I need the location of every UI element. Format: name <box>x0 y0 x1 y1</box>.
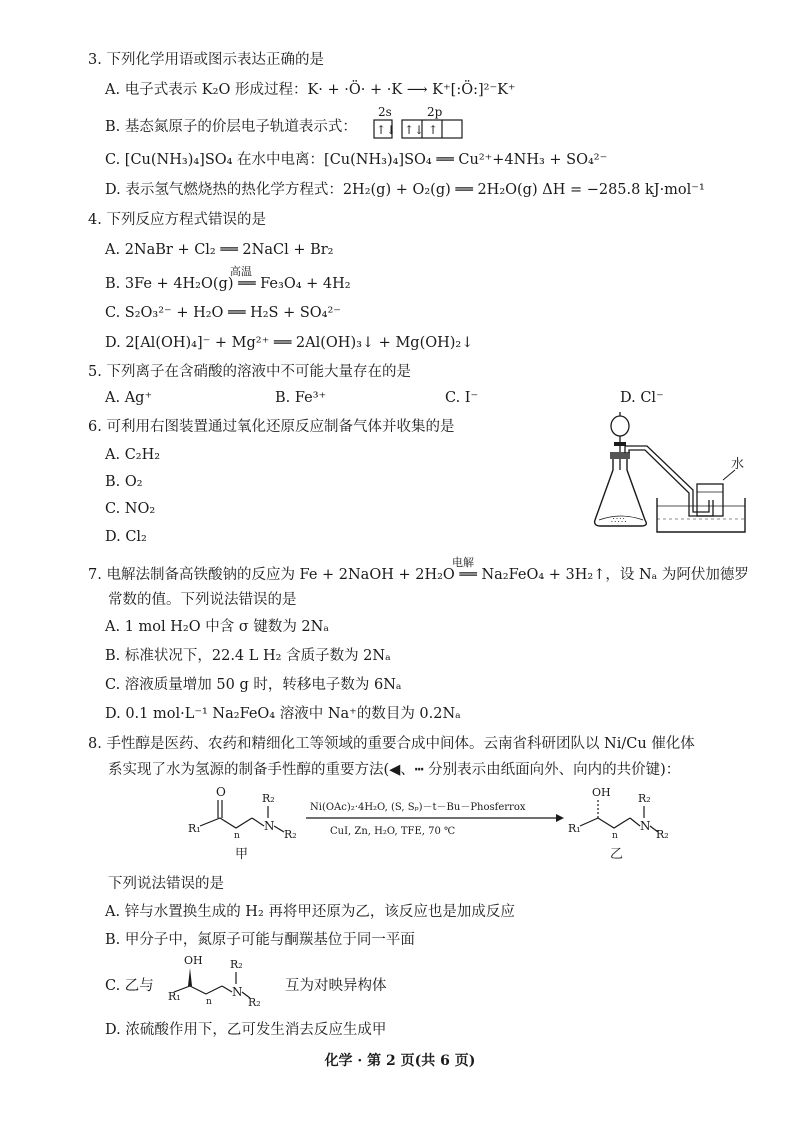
svg-text:O: O <box>216 785 226 799</box>
q8-stem-line1: 8. 手性醇是医药、农药和精细化工等领域的重要合成中间体。云南省科研团队以 Ni/Cu 催化体 <box>88 736 695 752</box>
q3-option-a: A. 电子式表示 K₂O 形成过程：K· + ·Ö· + ·K ⟶ K⁺[:Ö:]²⁻K⁺ <box>105 82 516 98</box>
svg-text:↑: ↑ <box>428 123 439 137</box>
q8-option-a: A. 锌与水置换生成的 H₂ 再将甲还原为乙，该反应也是加成反应 <box>105 904 515 920</box>
svg-text:↑↓: ↑↓ <box>376 123 397 137</box>
svg-text:n: n <box>234 831 240 841</box>
q4-option-d: D. 2[Al(OH)₄]⁻ + Mg²⁺ ══ 2Al(OH)₃↓ + Mg(OH)₂↓ <box>105 335 474 351</box>
q5-option-a: A. Ag⁺ <box>105 390 153 406</box>
q7-option-a: A. 1 mol H₂O 中含 σ 键数为 2Nₐ <box>105 619 329 635</box>
q6-stem: 6. 可利用右图装置通过氧化还原反应制备气体并收集的是 <box>88 419 455 435</box>
q3-option-c: C. [Cu(NH₃)₄]SO₄ 在水中电离：[Cu(NH₃)₄]SO₄ ══ Cu²⁺+4NH₃ + SO₄²⁻ <box>105 152 608 168</box>
svg-text:n: n <box>612 831 618 841</box>
svg-text:R₂: R₂ <box>638 792 651 805</box>
label-yi: 乙 <box>610 847 624 862</box>
svg-text:↑↓: ↑↓ <box>404 123 425 137</box>
svg-text:N: N <box>264 819 275 833</box>
svg-text:N: N <box>232 985 243 999</box>
q5-stem: 5. 下列离子在含硝酸的溶液中不可能大量存在的是 <box>88 364 411 380</box>
q7-stem-line2: 常数的值。下列说法错误的是 <box>108 592 297 608</box>
q6-option-b: B. O₂ <box>105 474 143 490</box>
q7-option-c: C. 溶液质量增加 50 g 时，转移电子数为 6Nₐ <box>105 677 402 693</box>
q8-option-b: B. 甲分子中，氮原子可能与酮羰基位于同一平面 <box>105 932 415 948</box>
svg-text:R₂: R₂ <box>284 828 297 841</box>
reagent-top: Ni(OAc)₂·4H₂O, (S, Sₚ)－t－Bu－Phosferrox <box>310 802 526 813</box>
label-jia: 甲 <box>235 847 249 862</box>
q3-option-d: D. 表示氢气燃烧热的热化学方程式：2H₂(g) + O₂(g) ══ 2H₂O(g) ΔH = −285.8 kJ·mol⁻¹ <box>105 182 705 198</box>
q5-option-d: D. Cl⁻ <box>620 390 664 406</box>
svg-text:OH: OH <box>592 786 611 799</box>
q7-stem-line1: 7. 电解法制备高铁酸钠的反应为 Fe + 2NaOH + 2H₂O ══ Na₂FeO₄ + 3H₂↑，设 Nₐ 为阿伏加德罗 <box>88 567 749 583</box>
q6-option-c: C. NO₂ <box>105 501 156 517</box>
svg-text:R₂: R₂ <box>262 792 275 805</box>
q6-option-d: D. Cl₂ <box>105 529 147 545</box>
svg-text:R₂: R₂ <box>656 828 669 841</box>
svg-text:R₁: R₁ <box>568 822 581 835</box>
q4-b-condition: 高温 <box>230 265 252 278</box>
q8-sub-stem: 下列说法错误的是 <box>108 876 224 892</box>
q8-option-c-prefix: C. 乙与 <box>105 978 154 994</box>
svg-text:R₁: R₁ <box>188 822 201 835</box>
q8-stem-line2: 系实现了水为氢源的制备手性醇的重要方法(◀、┅ 分别表示由纸面向外、向内的共价键)： <box>108 762 681 778</box>
nitrogen-orbital-diagram <box>370 104 480 142</box>
svg-text:OH: OH <box>184 954 203 967</box>
q4-option-b: B. 3Fe + 4H₂O(g) ══ Fe₃O₄ + 4H₂ <box>105 276 351 292</box>
q6-option-a: A. C₂H₂ <box>105 447 161 463</box>
svg-text:N: N <box>640 819 651 833</box>
reagent-bottom: CuI, Zn, H₂O, TFE, 70 ℃ <box>330 826 456 837</box>
enantiomer-structure <box>168 952 278 1008</box>
orbital-2p-label: 2p <box>427 105 443 119</box>
q5-option-b: B. Fe³⁺ <box>275 390 327 406</box>
q8-option-c-suffix: 互为对映异构体 <box>285 978 387 994</box>
water-label: 水 <box>731 457 745 472</box>
svg-text:R₂: R₂ <box>248 996 261 1009</box>
q7-condition: 电解 <box>452 556 474 569</box>
svg-text:R₂: R₂ <box>230 958 243 971</box>
q4-option-c: C. S₂O₃²⁻ + H₂O ══ H₂S + SO₄²⁻ <box>105 305 341 321</box>
q4-option-a: A. 2NaBr + Cl₂ ══ 2NaCl + Br₂ <box>105 242 334 258</box>
orbital-2s-label: 2s <box>378 105 392 119</box>
q3-option-b: B. 基态氮原子的价层电子轨道表示式： <box>105 119 357 135</box>
q5-option-c: C. I⁻ <box>445 390 479 406</box>
q8-option-d: D. 浓硫酸作用下，乙可发生消去反应生成甲 <box>105 1022 387 1038</box>
svg-text:n: n <box>206 997 212 1007</box>
gas-apparatus-diagram <box>585 408 755 538</box>
q7-option-d: D. 0.1 mol·L⁻¹ Na₂FeO₄ 溶液中 Na⁺的数目为 0.2Nₐ <box>105 706 461 722</box>
q3-stem: 3. 下列化学用语或图示表达正确的是 <box>88 52 324 68</box>
page-footer: 化学 · 第 2 页(共 6 页) <box>324 1053 476 1069</box>
q7-option-b: B. 标准状况下，22.4 L H₂ 含质子数为 2Nₐ <box>105 648 391 664</box>
reaction-scheme <box>180 782 670 864</box>
svg-text:R₁: R₁ <box>168 990 181 1003</box>
svg-text:∴∵∴: ∴∵∴ <box>611 516 627 525</box>
q4-stem: 4. 下列反应方程式错误的是 <box>88 212 266 228</box>
